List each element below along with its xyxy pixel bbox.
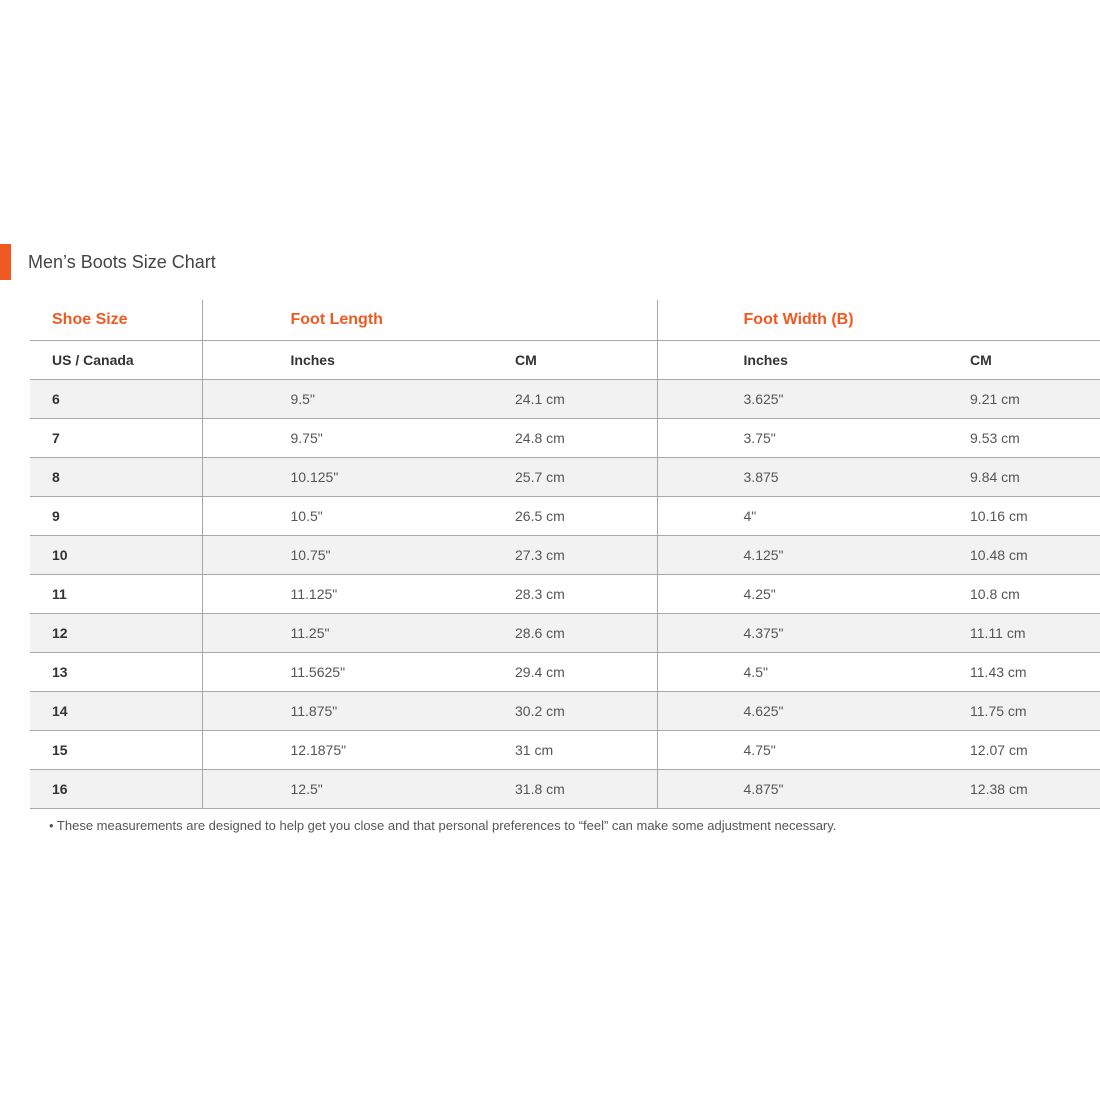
cell-width-inches: 3.875: [657, 458, 884, 497]
subheader-us-canada: US / Canada: [30, 341, 202, 380]
header-foot-length: Foot Length: [202, 300, 657, 341]
cell-width-cm: 10.48 cm: [884, 536, 1100, 575]
cell-length-inches: 11.25": [202, 614, 429, 653]
cell-length-cm: 28.6 cm: [429, 614, 657, 653]
cell-length-inches: 10.75": [202, 536, 429, 575]
subheader-length-inches: Inches: [202, 341, 429, 380]
cell-width-cm: 11.11 cm: [884, 614, 1100, 653]
cell-width-inches: 4.25": [657, 575, 884, 614]
table-row: [30, 614, 1100, 653]
cell-width-cm: 9.84 cm: [884, 458, 1100, 497]
cell-length-inches: 10.5": [202, 497, 429, 536]
cell-length-cm: 28.3 cm: [429, 575, 657, 614]
cell-width-cm: 11.43 cm: [884, 653, 1100, 692]
cell-length-inches: 11.5625": [202, 653, 429, 692]
cell-width-inches: 4.125": [657, 536, 884, 575]
cell-shoe-size: 11: [30, 575, 202, 614]
cell-length-inches: 12.1875": [202, 731, 429, 770]
cell-length-cm: 31 cm: [429, 731, 657, 770]
sub-header-row: [30, 341, 1100, 380]
header-foot-width: Foot Width (B): [657, 300, 1100, 341]
cell-width-inches: 4.75": [657, 731, 884, 770]
cell-shoe-size: 16: [30, 770, 202, 809]
cell-width-cm: 12.38 cm: [884, 770, 1100, 809]
cell-length-inches: 9.5": [202, 380, 429, 419]
cell-length-cm: 29.4 cm: [429, 653, 657, 692]
cell-length-cm: 24.1 cm: [429, 380, 657, 419]
cell-length-inches: 12.5": [202, 770, 429, 809]
cell-width-cm: 9.21 cm: [884, 380, 1100, 419]
cell-width-cm: 10.8 cm: [884, 575, 1100, 614]
table-row: [30, 731, 1100, 770]
subheader-width-cm: CM: [884, 341, 1100, 380]
cell-length-inches: 10.125": [202, 458, 429, 497]
cell-width-inches: 3.75": [657, 419, 884, 458]
cell-shoe-size: 9: [30, 497, 202, 536]
cell-shoe-size: 12: [30, 614, 202, 653]
cell-length-cm: 27.3 cm: [429, 536, 657, 575]
cell-shoe-size: 6: [30, 380, 202, 419]
cell-width-cm: 10.16 cm: [884, 497, 1100, 536]
table-row: [30, 458, 1100, 497]
cell-width-cm: 9.53 cm: [884, 419, 1100, 458]
cell-width-inches: 3.625": [657, 380, 884, 419]
cell-shoe-size: 10: [30, 536, 202, 575]
cell-shoe-size: 14: [30, 692, 202, 731]
title-accent-bar: [0, 244, 11, 280]
cell-length-cm: 25.7 cm: [429, 458, 657, 497]
cell-width-inches: 4.5": [657, 653, 884, 692]
cell-length-cm: 24.8 cm: [429, 419, 657, 458]
table-row: [30, 419, 1100, 458]
cell-length-cm: 30.2 cm: [429, 692, 657, 731]
table-row: [30, 692, 1100, 731]
table-row: [30, 575, 1100, 614]
cell-width-cm: 11.75 cm: [884, 692, 1100, 731]
subheader-length-cm: CM: [429, 341, 657, 380]
cell-width-inches: 4.375": [657, 614, 884, 653]
cell-shoe-size: 15: [30, 731, 202, 770]
cell-length-cm: 26.5 cm: [429, 497, 657, 536]
table-row: [30, 653, 1100, 692]
table-row: [30, 536, 1100, 575]
cell-length-cm: 31.8 cm: [429, 770, 657, 809]
cell-width-inches: 4.875": [657, 770, 884, 809]
header-shoe-size: Shoe Size: [30, 300, 202, 341]
cell-width-cm: 12.07 cm: [884, 731, 1100, 770]
size-chart-table: [30, 300, 1100, 809]
subheader-width-inches: Inches: [657, 341, 884, 380]
cell-shoe-size: 8: [30, 458, 202, 497]
cell-length-inches: 11.125": [202, 575, 429, 614]
table-row: [30, 380, 1100, 419]
group-header-row: [30, 300, 1100, 341]
table-row: [30, 497, 1100, 536]
cell-length-inches: 9.75": [202, 419, 429, 458]
page-title: Men’s Boots Size Chart: [28, 252, 216, 272]
table-row: [30, 770, 1100, 809]
footnote: • These measurements are designed to help get you close and that personal preferences to “feel” can make some adjustment necessary.: [49, 818, 837, 833]
cell-width-inches: 4.625": [657, 692, 884, 731]
cell-width-inches: 4": [657, 497, 884, 536]
cell-shoe-size: 13: [30, 653, 202, 692]
cell-shoe-size: 7: [30, 419, 202, 458]
cell-length-inches: 11.875": [202, 692, 429, 731]
